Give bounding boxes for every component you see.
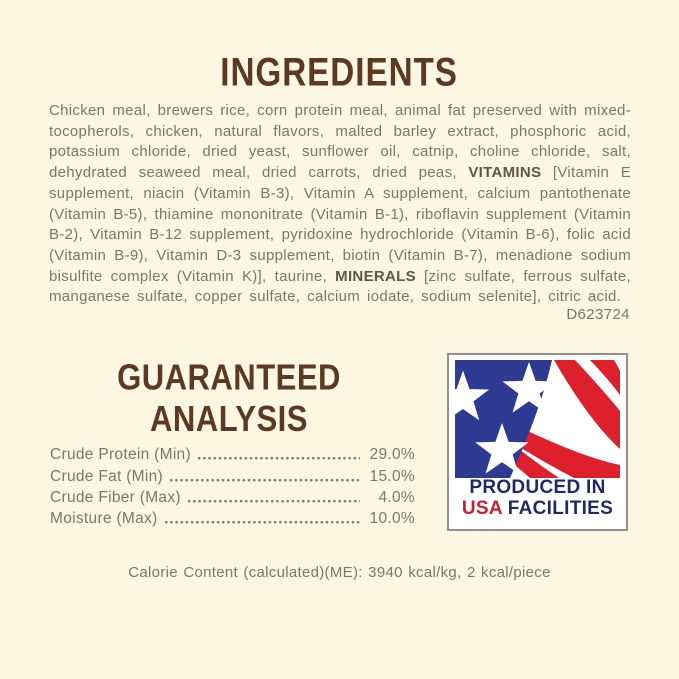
facilities-text: FACILITIES [502, 497, 614, 519]
analysis-row-crude-fat [50, 464, 415, 485]
usa-flag-icon [455, 360, 620, 478]
guaranteed-analysis-title-text: GUARANTEED ANALYSIS [117, 357, 341, 439]
usa-text: USA [461, 497, 503, 519]
analysis-value: 29.0% [369, 446, 415, 464]
ingredients-title [0, 50, 679, 95]
product-code: D623724 [566, 306, 630, 323]
dot-leader [169, 478, 360, 483]
analysis-label: Moisture (Max) [50, 510, 158, 528]
guaranteed-analysis-title [50, 357, 408, 439]
analysis-value: 15.0% [369, 467, 415, 485]
analysis-row-crude-fiber [50, 486, 415, 507]
usa-facilities-text [462, 499, 613, 520]
analysis-label: Crude Fiber (Max) [50, 488, 181, 506]
produced-in-text: PRODUCED IN [469, 477, 606, 498]
dot-leader [197, 456, 360, 461]
analysis-label: Crude Fat (Min) [50, 467, 164, 485]
dot-leader [187, 499, 360, 504]
dot-leader [164, 520, 360, 525]
analysis-label: Crude Protein (Min) [50, 446, 191, 464]
ingredients-title-text: INGREDIENTS [220, 50, 459, 95]
analysis-value: 10.0% [369, 510, 415, 528]
produced-in-usa-badge [447, 353, 628, 531]
calorie-content-text: Calorie Content (calculated)(ME): 3940 kcal/kg, 2 kcal/piece [128, 564, 551, 581]
guaranteed-analysis-table [50, 443, 415, 528]
ingredients-list-text: Chicken meal, brewers rice, corn protein meal, animal fat preserved with mixed-tocopherols, chicken, natural flavors, malted barley extract, phosphoric acid, potassium chloride, dried yeast, sunflower oil, catnip, choline chloride, salt, dehydrated seaweed meal, dried carrots, dried peas, VITAMINS [Vitamin E supplement, niacin (Vitamin B-3), Vitamin A supplement, calcium pantothenate (Vitamin B-5), thiamine mononitrate (Vitamin B-1), riboflavin supplement (Vitamin B-2), Vitamin B-12 supplement, pyridoxine hydrochloride (Vitamin B-6), folic acid (Vitamin B-9), Vitamin D-3 supplement, biotin (Vitamin B-7), menadione sodium bisulfite complex (Vitamin K)], taurine, MINERALS [zinc sulfate, ferrous sulfate, manganese sulfate, copper sulfate, calcium iodate, sodium selenite], citric acid. [49, 102, 631, 306]
analysis-value: 4.0% [378, 488, 415, 506]
analysis-row-crude-protein [50, 443, 415, 464]
analysis-row-moisture [50, 507, 415, 528]
